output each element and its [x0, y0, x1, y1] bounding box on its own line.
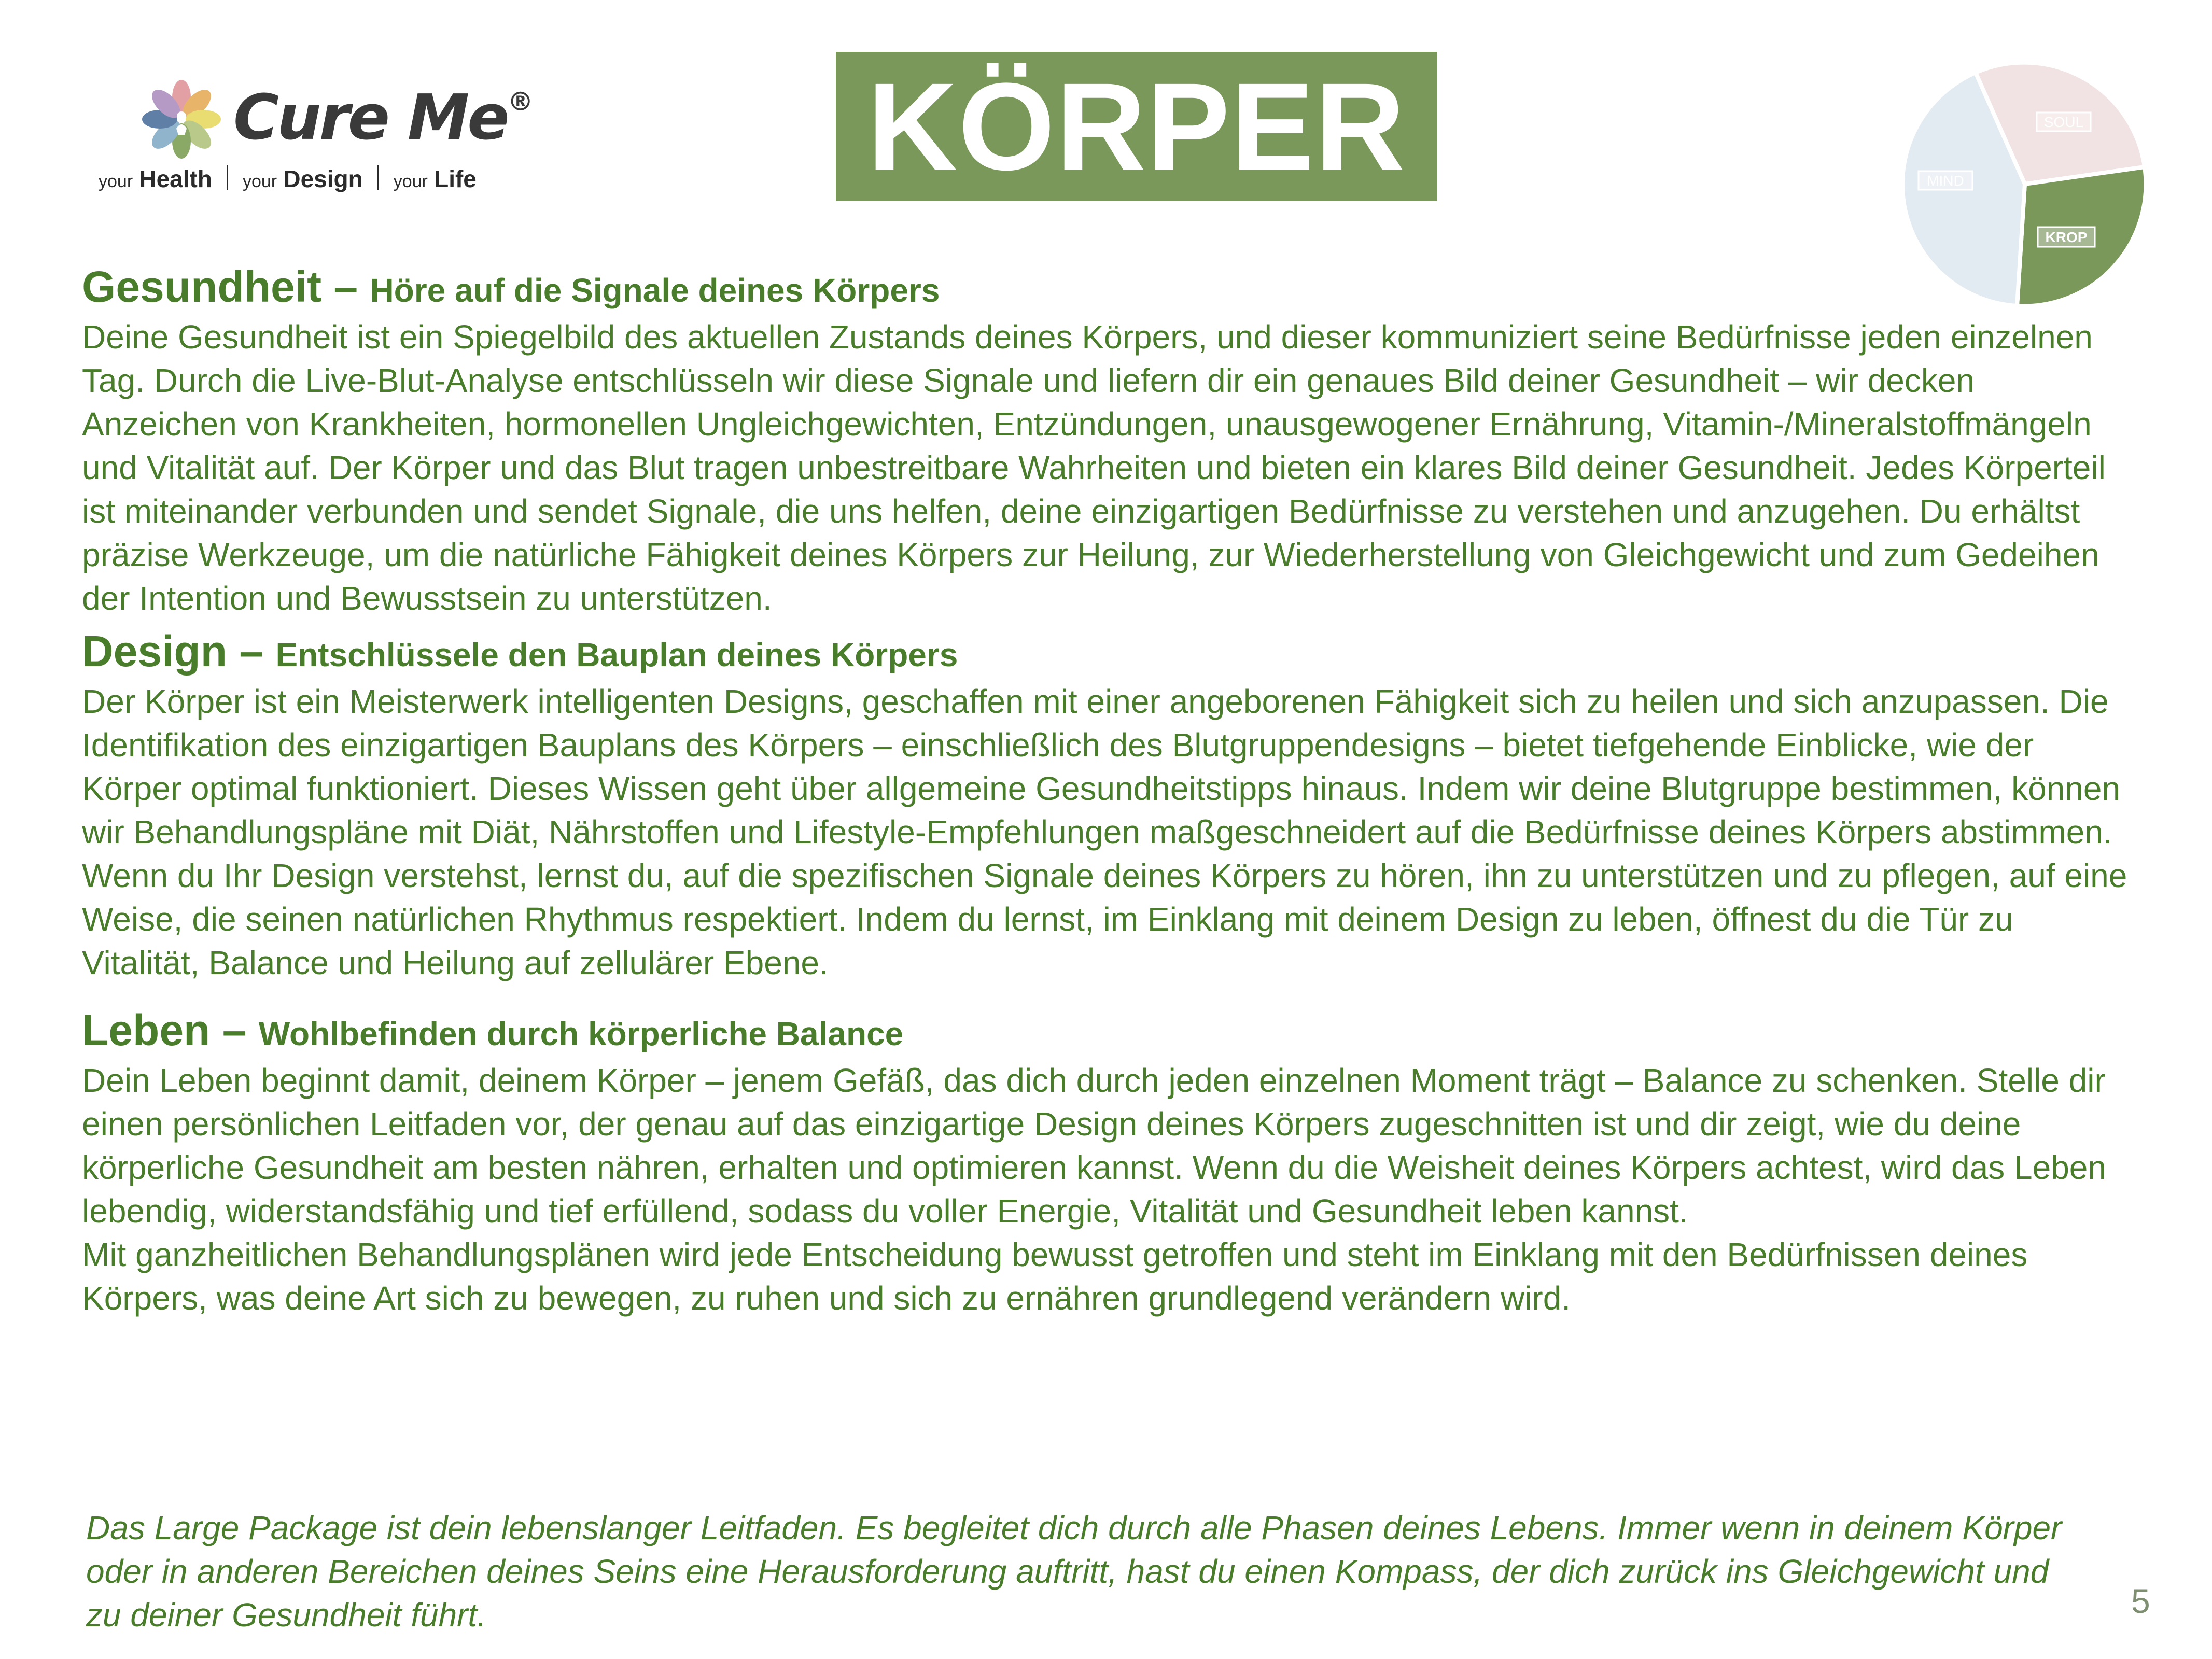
- page-title-banner: [836, 52, 1437, 201]
- flower-logo-icon: [140, 78, 223, 161]
- logo: [99, 78, 534, 202]
- logo-tagline: your Health your Design your Life: [99, 165, 477, 192]
- pie-label-soul: SOUL: [2043, 114, 2084, 130]
- page-title: KÖRPER: [867, 57, 1406, 196]
- footer-note: Das Large Package ist dein lebenslanger Leitfaden. Es begleitet dich durch alle Phasen deines Lebens. Immer wenn in deinem Körper oder in anderen Bereichen deines Seins eine Herausforderung auftritt, hast du einen Kompass, der dich zurück ins Gleichgewicht und zu deiner Gesundheit führt.: [86, 1509, 2062, 1634]
- pie-label-mind: MIND: [1927, 173, 1964, 189]
- content: [82, 262, 2135, 1320]
- section-paragraph: Deine Gesundheit ist ein Spiegelbild des aktuellen Zustands deines Körpers, und dieser kommuniziert seine Bedürfnisse jeden einzelnen Tag. Durch die Live-Blut-Analyse entschlüsseln wir diese Signale und liefern dir ein genaues Bild deiner Gesundheit – wir decken Anzeichen von Krankheiten, hormonellen Ungleichgewichten, Entzündungen, unausgewogener Ernährung, Vitamin-/Mineralstoffmängeln und Vitalität auf. Der Körper und das Blut tragen unbestreitbare Wahrheiten und bieten ein klares Bild deiner Gesundheit. Jedes Körperteil ist miteinander verbunden und sendet Signale, die uns helfen, deine einzigartigen Bedürfnisse zu verstehen und anzugehen. Du erhältst präzise Werkzeuge, um die natürliche Fähigkeit deines Körpers zur Heilung, zur Wiederherstellung von Gleichgewicht und zum Gedeihen der Intention und Bewusstsein zu unterstützen.: [82, 318, 2106, 617]
- section-paragraph: Mit ganzheitlichen Behandlungsplänen wird jede Entscheidung bewusst getroffen und steht im Einklang mit den Bedürfnissen deines Körpers, was deine Art sich zu bewegen, zu ruhen und sich zu ernähren grundlegend verändern wird.: [82, 1236, 2028, 1317]
- section-heading: Leben – Wohlbefinden durch körperliche Balance: [82, 1006, 904, 1055]
- tagline-divider: [227, 165, 228, 190]
- section-paragraph: Der Körper ist ein Meisterwerk intelligenten Designs, geschaffen mit einer angeborenen Fähigkeit sich zu heilen und sich anzupassen. Die Identifikation des einzigartigen Bauplans des Körpers – einschließlich des Blutgruppendesigns – bietet tiefgehende Einblicke, wie der Körper optimal funktioniert. Dieses Wissen geht über allgemeine Gesundheitstipps hinaus. Indem wir deine Blutgruppe bestimmen, können wir Behandlungspläne mit Diät, Nährstoffen und Lifestyle-Empfehlungen maßgeschneidert auf die Bedürfnisse deines Körpers abstimmen. Wenn du Ihr Design verstehst, lernst du, auf die spezifischen Signale deines Körpers zu hören, ihn zu unterstützen und zu pflegen, auf eine Weise, die seinen natürlichen Rhythmus respektiert. Indem du lernst, im Einklang mit deinem Design zu leben, öffnest du die Tür zu Vitalität, Balance und Heilung auf zellulärer Ebene.: [82, 683, 2127, 981]
- section-heading: Gesundheit – Höre auf die Signale deines Körpers: [82, 262, 940, 311]
- section-gesundheit: [82, 262, 2135, 620]
- section-design: [82, 626, 2135, 985]
- section-leben: [82, 1005, 2135, 1320]
- pie-label-body: KROP: [2045, 229, 2088, 245]
- tagline-divider: [377, 165, 379, 190]
- page-number: 5: [2131, 1582, 2150, 1620]
- logo-name: Cure Me®: [233, 82, 534, 154]
- section-paragraph: Dein Leben beginnt damit, deinem Körper – jenem Gefäß, das dich durch jeden einzelnen Moment trägt – Balance zu schenken. Stelle dir einen persönlichen Leitfaden vor, der genau auf das einzigartige Design deines Körpers zugeschnitten ist und dir zeigt, wie du deine körperliche Gesundheit am besten nähren, erhalten und optimieren kannst. Wenn du die Weisheit deines Körpers achtest, wird das Leben lebendig, widerstandsfähig und tief erfüllend, sodass du voller Energie, Vitalität und Gesundheit leben kannst.: [82, 1062, 2106, 1230]
- section-heading: Design – Entschlüssele den Bauplan deines Körpers: [82, 627, 958, 676]
